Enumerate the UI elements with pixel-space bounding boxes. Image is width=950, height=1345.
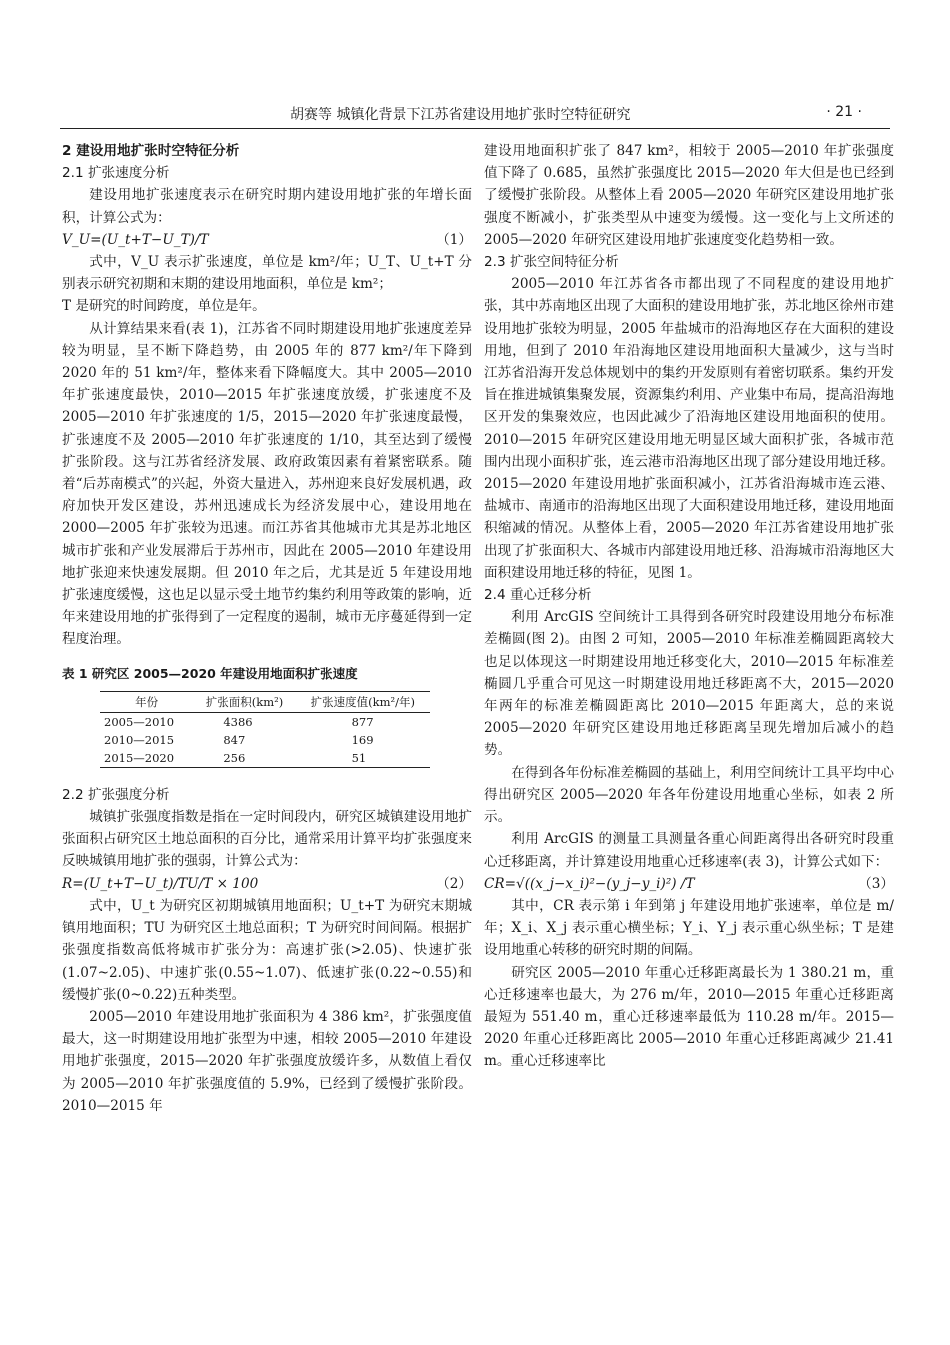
page-number: · 21 · (826, 104, 862, 120)
paragraph: 式中，V_U 表示扩张速度，单位是 km²/年；U_T、U_t+T 分别表示研究初期和末期的建设用地面积，单位是 km²； (62, 254, 472, 293)
right-column (484, 140, 894, 1073)
formula-1-expression: V_U=(U_t+T−U_T)/T (62, 231, 209, 248)
table-cell: 51 (296, 749, 430, 768)
paragraph: 从计算结果来看(表 1)，江苏省不同时期建设用地扩张速度差异较为明显，呈不断下降趋势，由 2005 年的 877 km²/年下降到 2020 年的 51 km²/年，整体来看下降幅度大。其中 2005—2010 年扩张速度最快，2010—2015 年扩张速度放缓，扩张速度不及 2005—2010 年扩张速度的 1/5，2015—2020 年扩张速度最慢，扩张速度不及 2005—2010 年扩张速度的 1/10，其至达到了缓慢扩张阶段。这与江苏省经济发展、政府政策因素有着紧密联系。随着“后苏南模式”的兴起，外资大量进入，苏州迎来良好发展机遇，政府加快开发区建设，苏州迅速成长为经济发展中心，建设用地在 2000—2005 年扩张较为迅速。而江苏省其他城市尤其是苏北地区城市扩张和产业发展滞后于苏州市，因此在 2005—2010 年建设用地扩张迎来快速发展期。但 2010 年之后，尤其是近 5 年建设用地扩张速度缓慢，这也足以显示受土地节约集约利用等政策的影响，近年来建设用地的扩张得到了一定程度的遏制，城市无序蔓延得到一定程度治理。 (62, 320, 472, 648)
formula-1-number: （1） (436, 231, 472, 248)
paragraph: 在得到各年份标准差椭圆的基础上，利用空间统计工具平均中心得出研究区 2005—2020 年各年份建设用地重心坐标，如表 2 所示。 (484, 764, 894, 826)
table-row (100, 731, 430, 749)
table-cell: 169 (351, 732, 374, 747)
running-header (60, 102, 890, 129)
table-cell: 2005—2010 (104, 714, 175, 729)
paragraph: 建设用地扩张速度表示在研究时期内建设用地扩张的年增长面积，计算公式为： (62, 187, 472, 226)
section-2-title: 2 建设用地扩张时空特征分析 (62, 143, 240, 159)
left-column (62, 140, 472, 1117)
paragraph: 其中，CR 表示第 i 年到第 j 年建设用地扩张速率，单位是 m/年；X_i、X_j 表示重心横坐标；Y_i、Y_j 表示重心纵坐标；T 是建设用地重心转移的研究时期的间隔。 (484, 897, 894, 959)
paragraph: 利用 ArcGIS 空间统计工具得到各研究时段建设用地分布标准差椭圆(图 2)。由图 2 可知，2005—2010 年标准差椭圆距离较大也足以体现这一时期建设用地迁移变化大，2010—2015 年标准差椭圆几乎重合可见这一时期建设用地迁移距离不大，2015—2020 年两年的标准差椭圆距离比 2010—2015 年距离大，总的来说 2005—2020 年研究区建设用地迁移距离呈现先增加后减小的趋势。 (484, 609, 894, 759)
formula-3-expression: CR=√((x_j−x_i)²−(y_j−y_i)²) /T (484, 875, 695, 892)
paragraph: 研究区 2005—2010 年重心迁移距离最长为 1 380.21 m，重心迁移速率也最大，为 276 m/年，2010—2015 年重心迁移距离最短为 551.40 m，重心迁移速率最低为 110.28 m/年。2015—2020 年重心迁移距离比 2005—2010 年重心迁移距离减少 21.41 m。重心迁移速率比 (484, 964, 894, 1070)
table-cell: 877 (351, 714, 374, 729)
table-1-caption: 表 1 研究区 2005—2020 年建设用地面积扩张速度 (62, 665, 358, 681)
section-2-3-title: 2.3 扩张空间特征分析 (484, 254, 619, 271)
table-header-cell: 扩张面积(km²) (193, 691, 295, 712)
formula-2-expression: R=(U_t+T−U_t)/TU/T × 100 (62, 875, 259, 892)
table-cell: 256 (193, 749, 295, 768)
paragraph: T 是研究的时间跨度，单位是年。 (62, 298, 266, 315)
formula-3 (484, 873, 894, 895)
table-header-cell: 年份 (100, 691, 193, 712)
formula-3-number: （3） (858, 875, 894, 892)
section-2-4-title: 2.4 重心迁移分析 (484, 587, 592, 604)
paragraph: 式中，U_t 为研究区初期城镇用地面积；U_t+T 为研究末期城镇用地面积；TU 为研究区土地总面积；T 为研究时间间隔。根据扩张强度指数高低将城市扩张分为：高速扩张(>2.05)、快速扩张(1.07~2.05)、中速扩张(0.55~1.07)、低速扩张(0.22~0.55)和缓慢扩张(0~0.22)五种类型。 (62, 897, 472, 1003)
table-row (100, 712, 430, 731)
paragraph: 城镇扩张强度指数是指在一定时间段内，研究区城镇建设用地扩张面积占研究区土地总面积的百分比，通常采用计算平均扩张强度来反映城镇用地扩张的强弱，计算公式为： (62, 809, 472, 870)
table-row (100, 749, 430, 768)
table-1 (100, 691, 430, 768)
paragraph: 2005—2010 年建设用地扩张面积为 4 386 km²，扩张强度值最大，这一时期建设用地扩张型为中速，相较 2005—2010 年建设用地扩张强度，2015—2020 年扩张强度放缓许多，从数值上看仅为 2005—2010 年扩张强度值的 5.9%，已经到了缓慢扩张阶段。2010—2015 年 (62, 1008, 472, 1114)
paragraph: 2005—2010 年江苏省各市都出现了不同程度的建设用地扩张，其中苏南地区出现了大面积的建设用地扩张，苏北地区徐州市建设用地扩张较为明显，2005 年盐城市的沿海地区存在大面积的建设用地，但到了 2010 年沿海地区建设用地面积大量减少，这与当时江苏省沿海开发总体规划中的集约开发原则有着密切联系。集约开发旨在推进城镇集聚发展，资源集约利用、产业集中布局，提高沿海地区开发的集聚效应，也因此减少了沿海地区建设用地面积的使用。2010—2015 年研究区建设用地无明显区域大面积扩张，各城市范围内出现小面积扩张，连云港市沿海地区出现了部分建设用地迁移。2015—2020 年建设用地扩张面积减小，江苏省沿海城市连云港、盐城市、南通市的沿海地区出现了大面积建设用地迁移，建设用地面积缩减的情况。从整体上看，2005—2020 年江苏省建设用地扩张出现了扩张面积大、各城市内部建设用地迁移、沿海城市沿海地区大面积建设用地迁移的特征，见图 1。 (484, 276, 894, 581)
header-title: 胡赛等 城镇化背景下江苏省建设用地扩张时空特征研究 (290, 107, 631, 123)
table-cell: 4386 (223, 714, 253, 729)
formula-2 (62, 873, 472, 895)
table-cell: 2010—2015 (104, 732, 175, 747)
formula-1 (62, 229, 472, 251)
paragraph: 建设用地面积扩张了 847 km²，相较于 2005—2010 年扩张强度值下降了 0.685，虽然扩张强度比 2015—2020 年大但是也已经到了缓慢扩张阶段。从整体上看 2005—2020 年研究区建设用地扩张强度不断减小，扩张类型从中速变为缓慢。这一变化与上文所述的 2005—2020 年研究区建设用地扩张速度变化趋势相一致。 (484, 143, 894, 248)
section-2-1-title: 2.1 扩张速度分析 (62, 165, 170, 182)
paragraph: 利用 ArcGIS 的测量工具测量各重心间距离得出各研究时段重心迁移距离，并计算建设用地重心迁移速率(表 3)，计算公式如下： (484, 831, 894, 870)
formula-2-number: （2） (436, 875, 472, 892)
table-cell: 2015—2020 (100, 749, 193, 768)
table-header-cell: 扩张速度值(km²/年) (296, 691, 430, 712)
section-2-2-title: 2.2 扩张强度分析 (62, 786, 170, 803)
table-cell: 847 (223, 732, 246, 747)
